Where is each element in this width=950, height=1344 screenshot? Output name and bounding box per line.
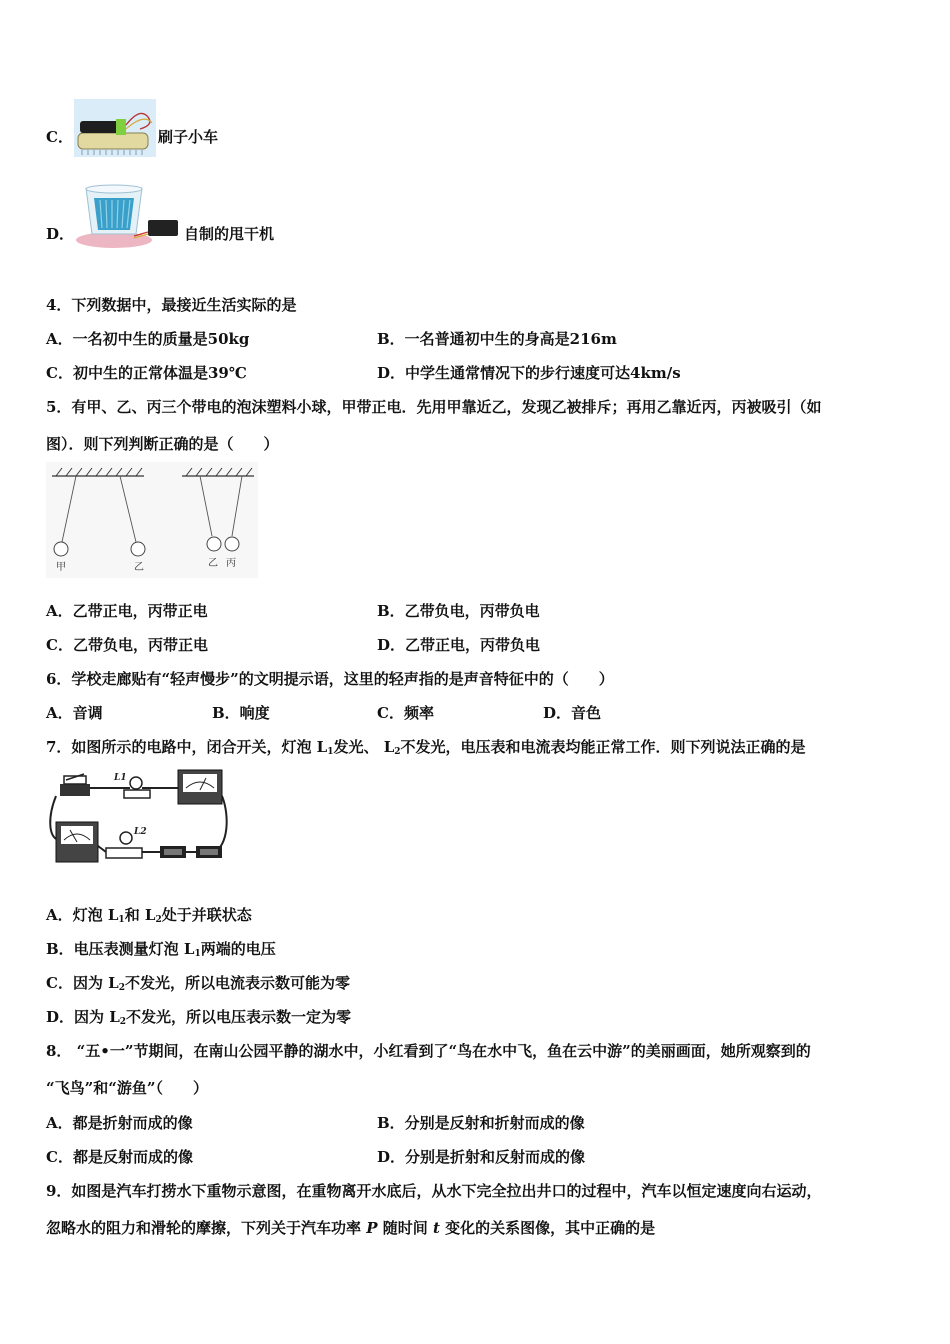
- q3-option-d-letter: D．: [46, 225, 75, 243]
- q8-stem-line2: “飞鸟”和“游鱼”（ ）: [46, 1079, 209, 1097]
- fig-label-L2: L2: [134, 827, 147, 837]
- q6-stem: 6．学校走廊贴有“轻声慢步”的文明提示语，这里的轻声指的是声音特征中的（ ）: [46, 670, 614, 688]
- q7-option-b: B．电压表测量灯泡 $L_1$两端的电压: [46, 940, 276, 959]
- q4-option-a: A．一名初中生的质量是50kg: [46, 330, 250, 348]
- charged-balls-figure: [46, 462, 258, 578]
- q4-option-b: B．一名普通初中生的身高是216m: [377, 330, 617, 348]
- q4-option-d: D．中学生通常情况下的步行速度可达4km/s: [377, 364, 681, 382]
- label-jia: 甲: [56, 562, 66, 573]
- q5-option-b: B．乙带负电，丙带负电: [377, 602, 540, 620]
- q7-option-a: A．灯泡 $L_1$和 $L_2$处于并联状态: [46, 906, 252, 925]
- q5-option-d: D．乙带正电，丙带负电: [377, 636, 541, 654]
- q7-option-d: D．因为 $L_2$不发光，所以电压表示数一定为零: [46, 1008, 352, 1027]
- spin-dryer-image: [74, 184, 182, 250]
- q4-option-c: C．初中生的正常体温是39℃: [46, 364, 247, 382]
- q3-option-c-caption: 刷子小车: [158, 128, 219, 146]
- label-yi-2: 乙: [208, 558, 218, 569]
- q3-option-c-letter: C．: [46, 128, 73, 146]
- q8-option-d: D．分别是折射和反射而成的像: [377, 1148, 586, 1166]
- q5-option-c: C．乙带负电，丙带正电: [46, 636, 208, 654]
- q8-option-b: B．分别是反射和折射而成的像: [377, 1114, 585, 1132]
- q3-option-d-caption: 自制的甩干机: [184, 225, 275, 243]
- q9-stem-line1: 9．如图是汽车打捞水下重物示意图，在重物离开水底后，从水下完全拉出井口的过程中，汽车以恒定速度向右运动，: [46, 1182, 822, 1200]
- q8-option-c: C．都是反射而成的像: [46, 1148, 193, 1166]
- q7-option-c: C．因为 $L_2$不发光，所以电流表示数可能为零: [46, 974, 350, 993]
- label-bing: 丙: [226, 558, 236, 569]
- q5-stem-line1: 5．有甲、乙、丙三个带电的泡沫塑料小球，甲带正电．先用甲靠近乙，发现乙被排斥；再用乙靠近丙，丙被吸引（如: [46, 398, 822, 416]
- label-yi: 乙: [134, 562, 144, 573]
- q8-stem-line1: 8． “五•一”节期间，在南山公园平静的湖水中，小红看到了“鸟在水中飞，鱼在云中游”的美丽画面，她所观察到的: [46, 1042, 811, 1060]
- q6-option-b: B．响度: [212, 704, 270, 722]
- brush-car-image: [74, 99, 156, 157]
- q7-stem: 7．如图所示的电路中，闭合开关，灯泡 $L_1$发光、 $L_2$不发光，电压表和电流表均能正常工作．则下列说法正确的是: [46, 738, 806, 757]
- fig-label-L1: L1: [114, 773, 127, 783]
- q5-option-a: A．乙带正电，丙带正电: [46, 602, 208, 620]
- q8-option-a: A．都是折射而成的像: [46, 1114, 193, 1132]
- q6-option-c: C．频率: [377, 704, 434, 722]
- q6-option-d: D．音色: [543, 704, 602, 722]
- q5-stem-line2: 图）．则下列判断正确的是（ ）: [46, 435, 279, 453]
- q9-stem-line2: 忽略水的阻力和滑轮的摩擦，下列关于汽车功率 P 随时间 t 变化的关系图像，其中正确的是: [46, 1219, 656, 1237]
- q6-option-a: A．音调: [46, 704, 103, 722]
- circuit-figure: [46, 766, 228, 868]
- q4-stem: 4．下列数据中，最接近生活实际的是: [46, 296, 297, 314]
